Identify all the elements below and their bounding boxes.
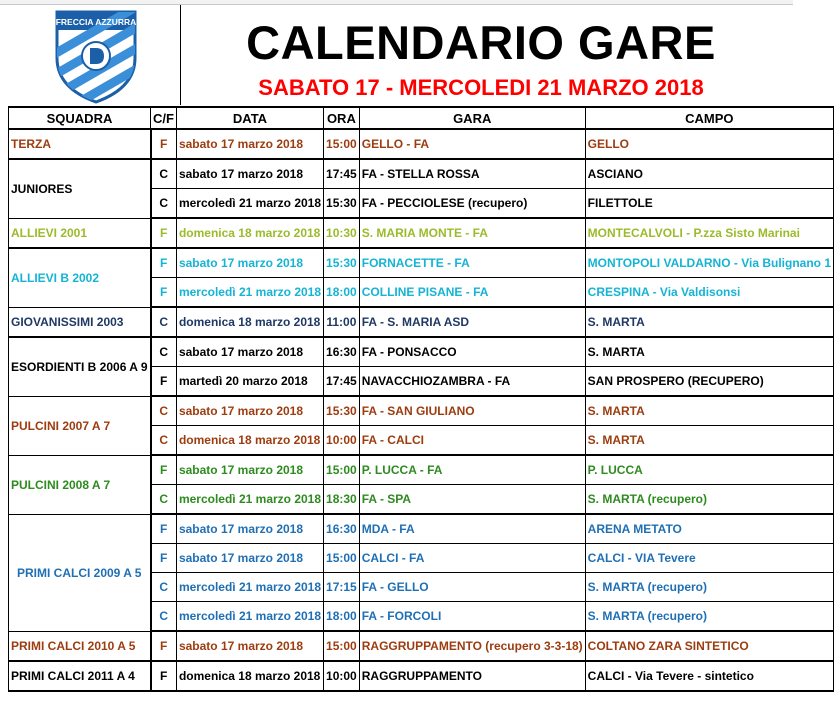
gara-cell: NAVACCHIOZAMBRA - FA bbox=[359, 367, 585, 397]
gara-cell: FA - GELLO bbox=[359, 573, 585, 602]
gara-cell: FA - CALCI bbox=[359, 426, 585, 456]
ora-cell: 18:00 bbox=[324, 602, 360, 632]
cf-cell: F bbox=[151, 455, 177, 485]
cf-cell: F bbox=[151, 129, 177, 159]
campo-cell: ASCIANO bbox=[585, 159, 833, 189]
campo-cell: S. MARTA (recupero) bbox=[585, 485, 833, 515]
cf-cell: C bbox=[151, 602, 177, 632]
gara-cell: FA - SPA bbox=[359, 485, 585, 515]
gara-cell: GELLO - FA bbox=[359, 129, 585, 159]
squadra-cell: ESORDIENTI B 2006 A 9 bbox=[9, 337, 151, 396]
cf-cell: F bbox=[151, 631, 177, 661]
ora-cell: 15:30 bbox=[324, 396, 360, 426]
cf-cell: C bbox=[151, 307, 177, 337]
logo-cell bbox=[8, 5, 181, 105]
gara-cell: COLLINE PISANE - FA bbox=[359, 278, 585, 308]
ora-cell: 16:30 bbox=[324, 337, 360, 367]
ora-cell: 15:00 bbox=[324, 544, 360, 573]
campo-cell: S. MARTA (recupero) bbox=[585, 573, 833, 602]
data-cell: domenica 18 marzo 2018 bbox=[176, 661, 323, 691]
table-row bbox=[9, 159, 834, 189]
ora-cell: 18:30 bbox=[324, 485, 360, 515]
campo-cell: S. MARTA (recupero) bbox=[585, 602, 833, 632]
squadra-cell: ALLIEVI 2001 bbox=[9, 218, 151, 248]
cf-cell: C bbox=[151, 485, 177, 515]
data-cell: sabato 17 marzo 2018 bbox=[176, 455, 323, 485]
calendar-table bbox=[8, 106, 834, 692]
campo-cell: S. MARTA bbox=[585, 426, 833, 456]
data-cell: sabato 17 marzo 2018 bbox=[176, 396, 323, 426]
data-cell: mercoledì 21 marzo 2018 bbox=[176, 278, 323, 308]
data-cell: domenica 18 marzo 2018 bbox=[176, 307, 323, 337]
squadra-cell: PULCINI 2007 A 7 bbox=[9, 396, 151, 455]
col-header-data: DATA bbox=[176, 107, 323, 129]
data-cell: sabato 17 marzo 2018 bbox=[176, 129, 323, 159]
ora-cell: 10:00 bbox=[324, 661, 360, 691]
campo-cell: GELLO bbox=[585, 129, 833, 159]
cf-cell: F bbox=[151, 218, 177, 248]
cf-cell: C bbox=[151, 159, 177, 189]
page-subtitle: SABATO 17 - MERCOLEDI 21 MARZO 2018 bbox=[258, 75, 704, 100]
ora-cell: 10:30 bbox=[324, 218, 360, 248]
squadra-cell: PRIMI CALCI 2010 A 5 bbox=[9, 631, 151, 661]
cf-cell: C bbox=[151, 396, 177, 426]
campo-cell: CRESPINA - Via Valdisonsi bbox=[585, 278, 833, 308]
gara-cell: FA - STELLA ROSSA bbox=[359, 159, 585, 189]
campo-cell: CALCI - Via Tevere - sintetico bbox=[585, 661, 833, 691]
ora-cell: 16:30 bbox=[324, 514, 360, 544]
gara-cell: FA - PONSACCO bbox=[359, 337, 585, 367]
gara-cell: FA - FORCOLI bbox=[359, 602, 585, 632]
col-header-cf: C/F bbox=[151, 107, 177, 129]
campo-cell: CALCI - VIA Tevere bbox=[585, 544, 833, 573]
campo-cell: ARENA METATO bbox=[585, 514, 833, 544]
page-title: CALENDARIO GARE bbox=[246, 16, 716, 69]
gara-cell: CALCI - FA bbox=[359, 544, 585, 573]
squadra-cell: ALLIEVI B 2002 bbox=[9, 248, 151, 307]
data-cell: sabato 17 marzo 2018 bbox=[176, 544, 323, 573]
table-row bbox=[9, 455, 834, 485]
gara-cell: FA - SAN GIULIANO bbox=[359, 396, 585, 426]
campo-cell: COLTANO ZARA SINTETICO bbox=[585, 631, 833, 661]
cf-cell: C bbox=[151, 337, 177, 367]
campo-cell: S. MARTA bbox=[585, 396, 833, 426]
header bbox=[8, 5, 790, 105]
campo-cell: SAN PROSPERO (RECUPERO) bbox=[585, 367, 833, 397]
squadra-cell: JUNIORES bbox=[9, 159, 151, 218]
campo-cell: S. MARTA bbox=[585, 337, 833, 367]
ora-cell: 17:15 bbox=[324, 573, 360, 602]
data-cell: domenica 18 marzo 2018 bbox=[176, 218, 323, 248]
squadra-cell: PRIMI CALCI 2009 A 5 bbox=[9, 514, 151, 631]
data-cell: martedì 20 marzo 2018 bbox=[176, 367, 323, 397]
data-cell: sabato 17 marzo 2018 bbox=[176, 514, 323, 544]
data-cell: mercoledì 21 marzo 2018 bbox=[176, 573, 323, 602]
data-cell: sabato 17 marzo 2018 bbox=[176, 248, 323, 278]
ora-cell: 15:00 bbox=[324, 129, 360, 159]
freccia-azzurra-logo bbox=[53, 8, 139, 104]
gara-cell: RAGGRUPPAMENTO (recupero 3-3-18) bbox=[359, 631, 585, 661]
data-cell: sabato 17 marzo 2018 bbox=[176, 631, 323, 661]
ora-cell: 15:00 bbox=[324, 455, 360, 485]
squadra-cell: GIOVANISSIMI 2003 bbox=[9, 307, 151, 337]
squadra-cell: TERZA bbox=[9, 129, 151, 159]
data-cell: sabato 17 marzo 2018 bbox=[176, 337, 323, 367]
gara-cell: FORNACETTE - FA bbox=[359, 248, 585, 278]
ora-cell: 15:00 bbox=[324, 631, 360, 661]
campo-cell: P. LUCCA bbox=[585, 455, 833, 485]
table-row bbox=[9, 307, 834, 337]
table-row bbox=[9, 396, 834, 426]
data-cell: sabato 17 marzo 2018 bbox=[176, 159, 323, 189]
cf-cell: F bbox=[151, 367, 177, 397]
campo-cell: MONTECALVOLI - P.zza Sisto Marinai bbox=[585, 218, 833, 248]
data-cell: mercoledì 21 marzo 2018 bbox=[176, 189, 323, 219]
table-row bbox=[9, 218, 834, 248]
gara-cell: S. MARIA MONTE - FA bbox=[359, 218, 585, 248]
table-row bbox=[9, 248, 834, 278]
squadra-cell: PULCINI 2008 A 7 bbox=[9, 455, 151, 514]
ora-cell: 15:30 bbox=[324, 189, 360, 219]
squadra-cell: PRIMI CALCI 2011 A 4 bbox=[9, 661, 151, 691]
campo-cell: S. MARTA bbox=[585, 307, 833, 337]
gara-cell: P. LUCCA - FA bbox=[359, 455, 585, 485]
campo-cell: FILETTOLE bbox=[585, 189, 833, 219]
col-header-campo: CAMPO bbox=[585, 107, 833, 129]
ora-cell: 18:00 bbox=[324, 278, 360, 308]
cf-cell: F bbox=[151, 544, 177, 573]
table-row bbox=[9, 129, 834, 159]
data-cell: mercoledì 21 marzo 2018 bbox=[176, 602, 323, 632]
table-header-row bbox=[9, 107, 834, 129]
col-header-gara: GARA bbox=[359, 107, 585, 129]
col-header-squadra: SQUADRA bbox=[9, 107, 151, 129]
ora-cell: 15:30 bbox=[324, 248, 360, 278]
cf-cell: C bbox=[151, 573, 177, 602]
cf-cell: F bbox=[151, 248, 177, 278]
cf-cell: F bbox=[151, 514, 177, 544]
gara-cell: MDA - FA bbox=[359, 514, 585, 544]
cf-cell: F bbox=[151, 278, 177, 308]
ora-cell: 17:45 bbox=[324, 159, 360, 189]
ora-cell: 11:00 bbox=[324, 307, 360, 337]
col-header-ora: ORA bbox=[324, 107, 360, 129]
cf-cell: C bbox=[151, 189, 177, 219]
data-cell: mercoledì 21 marzo 2018 bbox=[176, 485, 323, 515]
table-row bbox=[9, 337, 834, 367]
ora-cell: 10:00 bbox=[324, 426, 360, 456]
cf-cell: C bbox=[151, 426, 177, 456]
table-row bbox=[9, 631, 834, 661]
table-row bbox=[9, 514, 834, 544]
campo-cell: MONTOPOLI VALDARNO - Via Bulignano 1 bbox=[585, 248, 833, 278]
table-row bbox=[9, 661, 834, 691]
data-cell: domenica 18 marzo 2018 bbox=[176, 426, 323, 456]
gara-cell: FA - S. MARIA ASD bbox=[359, 307, 585, 337]
gara-cell: RAGGRUPPAMENTO bbox=[359, 661, 585, 691]
calendar-body bbox=[9, 129, 834, 691]
gara-cell: FA - PECCIOLESE (recupero) bbox=[359, 189, 585, 219]
ora-cell: 17:45 bbox=[324, 367, 360, 397]
cf-cell: F bbox=[151, 661, 177, 691]
logo-text: FRECCIA AZZURRA bbox=[55, 17, 137, 27]
